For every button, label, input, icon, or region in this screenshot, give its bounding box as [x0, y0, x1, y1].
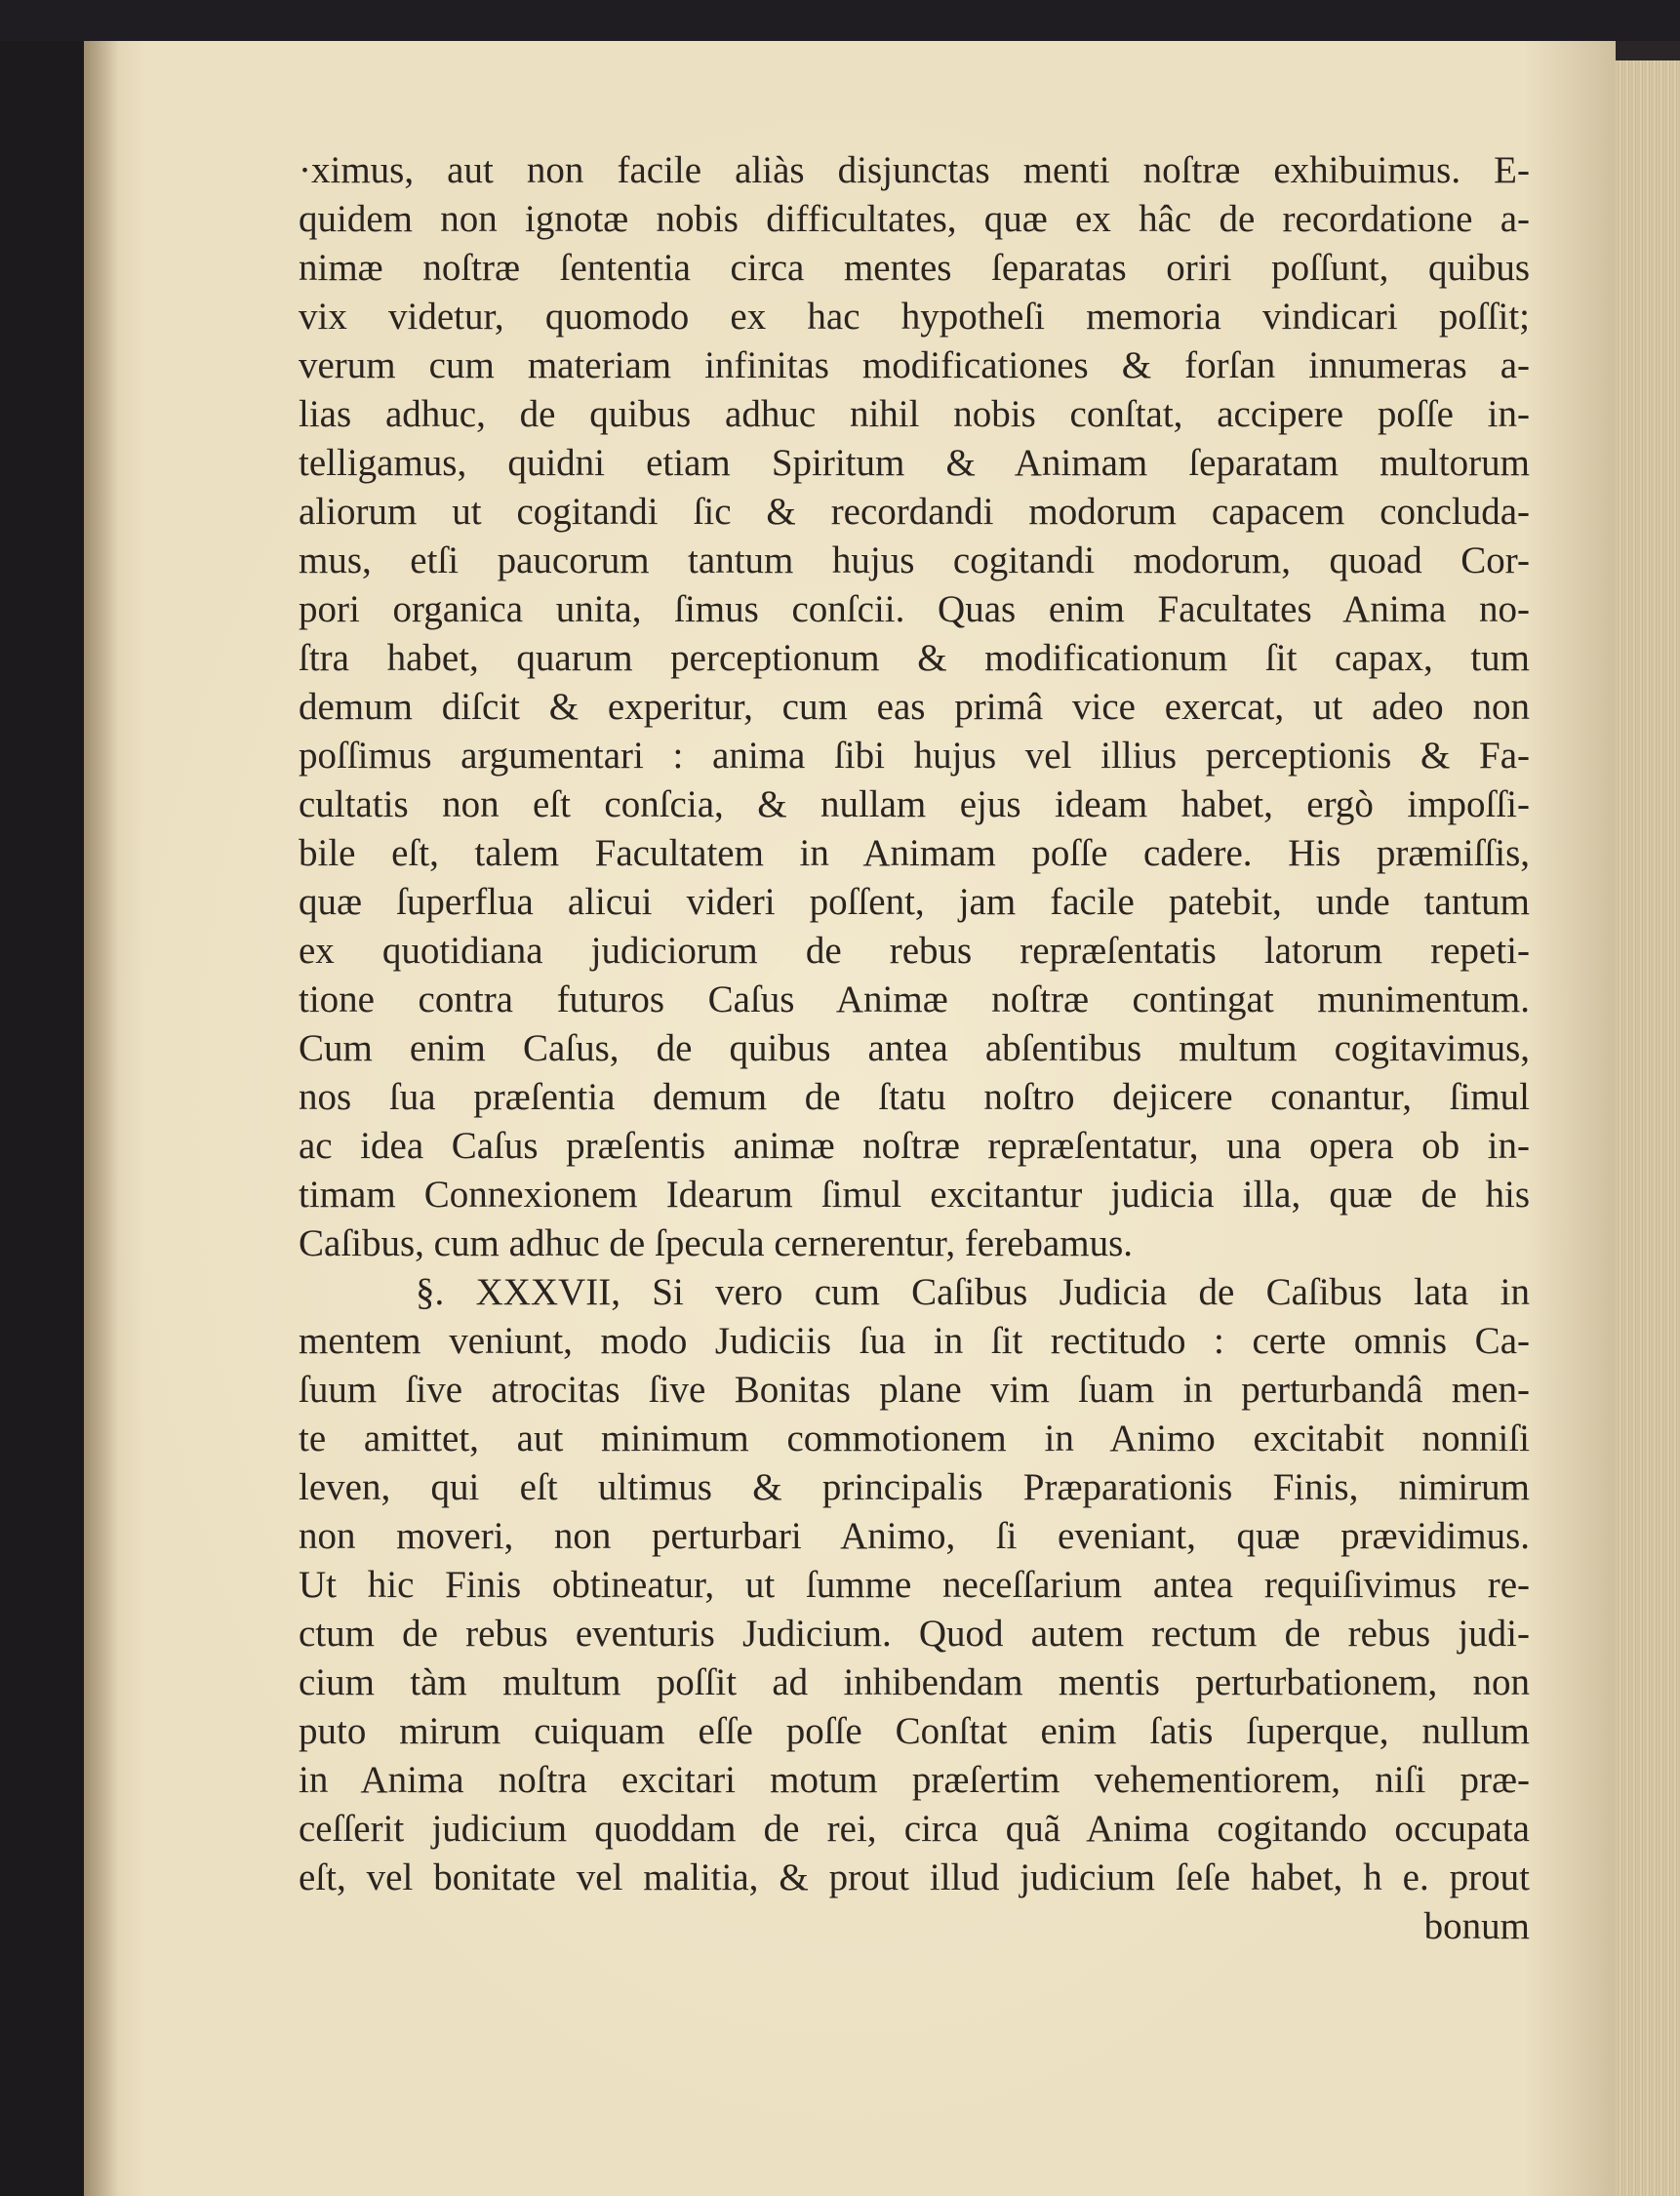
- text-line: Caſibus, cum adhuc de ſpecula cernerentur, ferebamus.: [299, 1222, 1133, 1264]
- text-line: nimæ noſtræ ſententia circa mentes ſeparatas oriri poſſunt, quibus: [299, 247, 1530, 289]
- scan-background: [0, 0, 1680, 41]
- text-line: verum cum materiam infinitas modificationes & forſan innumeras a-: [299, 344, 1530, 386]
- text-line: ctum de rebus eventuris Judicium. Quod autem rectum de rebus judi-: [299, 1613, 1530, 1655]
- text-line: mus, etſi paucorum tantum hujus cogitandi modorum, quoad Cor-: [299, 539, 1530, 581]
- text-line: in Anima noſtra excitari motum præſertim vehementiorem, niſi præ-: [299, 1759, 1530, 1801]
- text-line: quidem non ignotæ nobis difficultates, quæ ex hâc de recordatione a-: [299, 198, 1530, 240]
- text-line: demum diſcit & experitur, cum eas primâ vice exercat, ut adeo non: [299, 686, 1530, 728]
- text-line: tione contra futuros Caſus Animæ noſtræ contingat munimentum.: [299, 978, 1530, 1020]
- text-line: ſuum ſive atrocitas ſive Bonitas plane vim ſuam in perturbandâ men-: [299, 1369, 1530, 1411]
- text-line: aliorum ut cogitandi ſic & recordandi modorum capacem concluda-: [299, 491, 1530, 533]
- body-text: [299, 146, 1530, 1951]
- text-line: quæ ſuperflua alicui videri poſſent, jam facile patebit, unde tantum: [299, 881, 1530, 923]
- text-line: lias adhuc, de quibus adhuc nihil nobis conſtat, accipere poſſe in-: [299, 393, 1530, 435]
- text-line: poſſimus argumentari : anima ſibi hujus vel illius perceptionis & Fa-: [299, 735, 1530, 777]
- text-line: non moveri, non perturbari Animo, ſi eveniant, quæ prævidimus.: [299, 1515, 1530, 1557]
- text-line: bile eſt, talem Facultatem in Animam poſſe cadere. His præmiſſis,: [299, 832, 1530, 874]
- text-line: ·ximus, aut non facile aliàs disjunctas menti noſtræ exhibuimus. E-: [299, 149, 1530, 191]
- catchword: bonum: [1423, 1905, 1530, 1947]
- gutter-shadow: [84, 41, 119, 2196]
- text-line: vix videtur, quomodo ex hac hypotheſi memoria vindicari poſſit;: [299, 296, 1530, 338]
- text-line: mentem veniunt, modo Judiciis ſua in ſit rectitudo : certe omnis Ca-: [299, 1320, 1530, 1362]
- text-line: ſtra habet, quarum perceptionum & modificationum ſit capax, tum: [299, 637, 1530, 679]
- text-line: pori organica unita, ſimus conſcii. Quas enim Facultates Anima no-: [299, 588, 1530, 630]
- text-line: cium tàm multum poſſit ad inhibendam mentis perturbationem, non: [299, 1661, 1530, 1703]
- text-line: eſt, vel bonitate vel malitia, & prout illud judicium ſeſe habet, h e. prout: [299, 1857, 1530, 1898]
- text-line: telligamus, quidni etiam Spiritum & Animam ſeparatam multorum: [299, 442, 1530, 484]
- page-fore-edge: [1616, 60, 1680, 2196]
- text-line: ex quotidiana judiciorum de rebus repræſentatis latorum repeti-: [299, 930, 1530, 972]
- text-line: ac idea Caſus præſentis animæ noſtræ repræſentatur, una opera ob in-: [299, 1125, 1530, 1167]
- text-line: te amittet, aut minimum commotionem in Animo excitabit nonniſi: [299, 1417, 1530, 1459]
- text-line: nos ſua præſentia demum de ſtatu noſtro dejicere conantur, ſimul: [299, 1076, 1530, 1118]
- text-line: puto mirum cuiquam eſſe poſſe Conſtat enim ſatis ſuperque, nullum: [299, 1710, 1530, 1752]
- text-line: Cum enim Caſus, de quibus antea abſentibus multum cogitavimus,: [299, 1027, 1530, 1069]
- section-heading-line: §. XXXVII, Si vero cum Caſibus Judicia de Caſibus lata in: [416, 1271, 1530, 1313]
- text-line: timam Connexionem Idearum ſimul excitantur judicia illa, quæ de his: [299, 1174, 1530, 1216]
- text-line: leven, qui eſt ultimus & principalis Præparationis Finis, nimirum: [299, 1466, 1530, 1508]
- text-line: ceſſerit judicium quoddam de rei, circa quã Anima cogitando occupata: [299, 1808, 1530, 1850]
- text-line: cultatis non eſt conſcia, & nullam ejus ideam habet, ergò impoſſi-: [299, 783, 1530, 825]
- text-line: Ut hic Finis obtineatur, ut ſumme neceſſarium antea requiſivimus re-: [299, 1564, 1530, 1606]
